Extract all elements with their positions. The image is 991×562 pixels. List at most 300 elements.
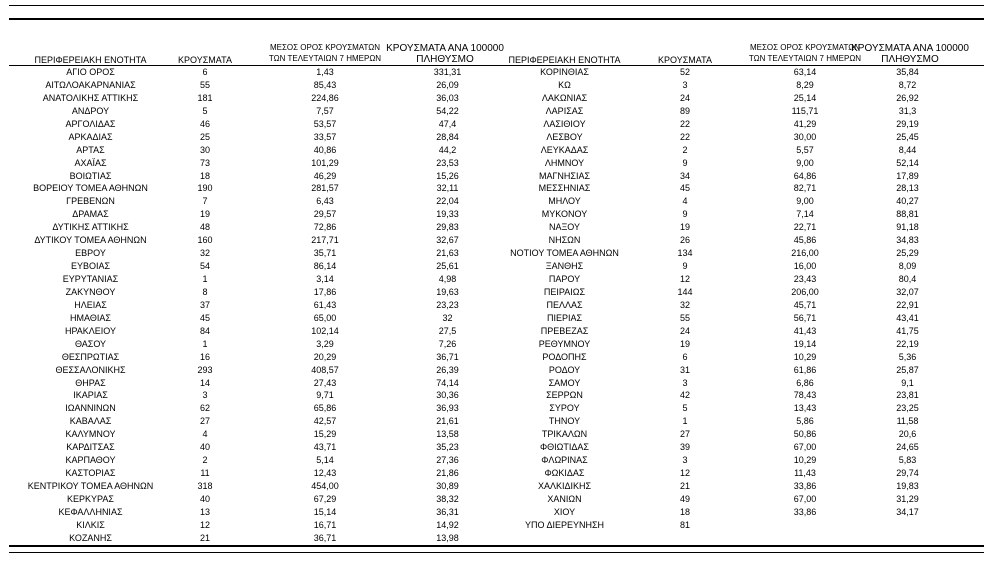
avg-7day-value: 1,43: [316, 67, 334, 77]
avg-7day-value: 65,86: [313, 403, 337, 414]
header-per100k-right-2: ΠΛΗΘΥΣΜΟ: [881, 54, 939, 65]
region-name: ΠΕΛΛΑΣ: [546, 299, 583, 310]
avg-7day-value: 11,43: [794, 468, 816, 479]
table-row: [490, 157, 985, 170]
avg-7day-value: 224,86: [311, 92, 339, 103]
table-row: [0, 208, 495, 221]
cases-value: 32: [679, 299, 690, 310]
table-row: [0, 157, 495, 170]
cases-value: 24: [679, 325, 690, 336]
region-name: ΚΙΛΚΙΣ: [76, 519, 105, 530]
table-row: [0, 338, 495, 351]
cases-value: 40: [199, 493, 210, 504]
region-name: ΚΑΡΔΙΤΣΑΣ: [66, 442, 115, 453]
per100k-value: 22,19: [896, 338, 919, 349]
avg-7day-value: 25,14: [793, 92, 817, 103]
per100k-value: 35,23: [436, 442, 459, 453]
per100k-value: 8,44: [898, 144, 917, 155]
avg-7day-value: 41,43: [793, 325, 817, 336]
cases-value: 6: [202, 67, 208, 77]
cases-value: 81: [679, 519, 690, 530]
region-name: ΑΡΤΑΣ: [76, 144, 105, 155]
cases-value: 9: [682, 209, 688, 220]
per100k-value: 29,83: [436, 222, 459, 233]
region-name: ΔΥΤΙΚΗΣ ΑΤΤΙΚΗΣ: [52, 222, 129, 233]
region-name: ΘΗΡΑΣ: [75, 377, 106, 388]
region-name: ΠΕΙΡΑΙΩΣ: [543, 286, 586, 297]
avg-7day-value: 86,14: [313, 261, 337, 272]
table-row: [490, 480, 985, 493]
cases-value: 45: [199, 312, 210, 323]
cases-value: 144: [677, 286, 693, 297]
per100k-value: 36,03: [436, 92, 459, 103]
table-row: [490, 519, 985, 532]
per100k-value: 32,11: [436, 183, 459, 194]
per100k-value: 8,09: [898, 261, 917, 272]
per100k-value: 22,91: [896, 299, 919, 310]
table-row: [490, 467, 985, 480]
table-row: [0, 454, 495, 467]
region-name: ΘΕΣΠΡΩΤΙΑΣ: [61, 351, 120, 362]
cases-value: 19: [199, 209, 210, 220]
per100k-value: 21,63: [436, 248, 459, 259]
per100k-value: 28,13: [896, 183, 919, 194]
table-row: [0, 118, 495, 131]
cases-value: 21: [679, 481, 690, 491]
region-name: ΜΗΛΟΥ: [548, 196, 581, 207]
table-row: [490, 260, 985, 273]
avg-7day-value: 20,29: [313, 351, 337, 362]
avg-7day-value: 19,14: [793, 338, 817, 349]
table-row: [490, 402, 985, 415]
cases-value: 1: [202, 274, 208, 284]
per100k-value: 4,98: [438, 274, 457, 284]
region-name: ΒΟΙΩΤΙΑΣ: [69, 170, 112, 181]
table-row: [490, 364, 985, 377]
table-row: [490, 105, 985, 118]
avg-7day-value: 67,29: [313, 493, 337, 504]
per100k-value: 34,83: [896, 235, 919, 246]
cases-value: 160: [197, 235, 213, 246]
per100k-value: 40,27: [896, 196, 919, 207]
avg-7day-value: 408,57: [311, 364, 339, 375]
per100k-value: 32: [442, 312, 453, 323]
table-row: [490, 351, 985, 364]
avg-7day-value: 10,29: [793, 455, 817, 466]
avg-7day-value: 85,43: [313, 79, 337, 90]
avg-7day-value: 50,86: [793, 429, 817, 440]
cases-value: 11: [200, 468, 210, 479]
avg-7day-value: 7,57: [316, 105, 334, 116]
table-row: [490, 208, 985, 221]
table-row: [490, 247, 985, 260]
per100k-value: 88,81: [896, 209, 919, 220]
region-name: ΕΒΡΟΥ: [75, 248, 106, 259]
per100k-value: 35,84: [896, 67, 919, 77]
avg-7day-value: 45,86: [793, 235, 817, 246]
avg-7day-value: 3,29: [316, 338, 334, 349]
avg-7day-value: 67,00: [793, 442, 817, 453]
region-name: ΑΙΤΩΛΟΑΚΑΡΝΑΝΙΑΣ: [45, 79, 136, 90]
avg-7day-value: 29,57: [313, 209, 337, 220]
region-name: ΚΑΡΠΑΘΟΥ: [65, 455, 116, 466]
table-row: [0, 286, 495, 299]
region-name: ΛΑΡΙΣΑΣ: [545, 105, 584, 116]
table-row: [490, 273, 985, 286]
cases-value: 14: [199, 377, 210, 388]
cases-value: 18: [199, 170, 210, 181]
per100k-value: 5,83: [898, 455, 917, 466]
per100k-value: 22,04: [436, 196, 459, 207]
per100k-value: 19,33: [436, 209, 459, 220]
avg-7day-value: 8,29: [796, 79, 814, 90]
avg-7day-value: 33,86: [793, 481, 817, 491]
table-row: [0, 273, 495, 286]
per100k-value: 91,18: [896, 222, 919, 233]
region-name: ΣΕΡΡΩΝ: [546, 390, 583, 401]
cases-value: 3: [202, 390, 208, 401]
avg-7day-value: 72,86: [313, 222, 337, 233]
region-name: ΣΥΡΟΥ: [549, 403, 580, 414]
table-row: [0, 170, 495, 183]
cases-value: 31: [679, 364, 690, 375]
per100k-value: 32,67: [436, 235, 459, 246]
region-name: ΝΟΤΙΟΥ ΤΟΜΕΑ ΑΘΗΝΩΝ: [510, 248, 619, 259]
table-row: [0, 415, 495, 428]
table-row: [0, 92, 495, 105]
region-name: ΒΟΡΕΙΟΥ ΤΟΜΕΑ ΑΘΗΝΩΝ: [33, 183, 148, 194]
per100k-value: 27,5: [438, 325, 457, 336]
per100k-value: 29,19: [896, 118, 919, 129]
table-row: [490, 389, 985, 402]
cases-value: 12: [199, 519, 210, 530]
cases-value: 22: [679, 118, 690, 129]
table-row: [490, 286, 985, 299]
per100k-value: 19,83: [896, 481, 919, 491]
per100k-value: 44,2: [438, 144, 457, 155]
avg-7day-value: 61,43: [313, 299, 337, 310]
per100k-value: 20,6: [898, 429, 917, 440]
region-name: ΡΟΔΟΠΗΣ: [542, 351, 587, 362]
cases-value: 25: [199, 131, 210, 142]
avg-7day-value: 12,43: [313, 468, 337, 479]
region-name: ΛΑΚΩΝΙΑΣ: [541, 92, 588, 103]
avg-7day-value: 35,71: [313, 248, 337, 259]
per100k-value: 14,92: [436, 519, 459, 530]
header-avg-left-1: ΜΕΣΟΣ ΟΡΟΣ ΚΡΟΥΣΜΑΤΩΝ: [269, 43, 381, 52]
cases-value: 19: [679, 222, 690, 233]
avg-7day-value: 206,00: [791, 286, 819, 297]
cases-value: 30: [199, 144, 210, 155]
per100k-value: 27,36: [436, 455, 459, 466]
per100k-value: 43,41: [896, 312, 919, 323]
avg-7day-value: 45,71: [793, 299, 817, 310]
region-name: ΦΩΚΙΔΑΣ: [544, 468, 585, 479]
cases-value: 5: [202, 105, 208, 116]
left-table: [0, 66, 495, 545]
cases-value: 73: [199, 157, 210, 168]
avg-7day-value: 63,14: [793, 67, 817, 77]
region-name: ΛΕΣΒΟΥ: [546, 131, 583, 142]
per100k-value: 47,4: [438, 118, 457, 129]
cases-value: 45: [679, 183, 690, 194]
avg-7day-value: 6,43: [316, 196, 334, 207]
table-row: [0, 66, 495, 79]
region-name: ΠΑΡΟΥ: [548, 274, 581, 284]
per100k-value: 34,17: [896, 506, 919, 517]
region-name: ΑΡΓΟΛΙΔΑΣ: [65, 118, 116, 129]
region-name: ΚΑΛΥΜΝΟΥ: [65, 429, 116, 440]
avg-7day-value: 7,14: [796, 209, 814, 220]
per100k-value: 21,86: [436, 468, 459, 479]
table-row: [0, 234, 495, 247]
region-name: ΜΕΣΣΗΝΙΑΣ: [538, 183, 591, 194]
cases-value: 48: [199, 222, 210, 233]
cases-value: 37: [199, 299, 210, 310]
top-rule: [9, 5, 984, 6]
avg-7day-value: 216,00: [791, 248, 819, 259]
region-name: ΠΡΕΒΕΖΑΣ: [540, 325, 589, 336]
avg-7day-value: 67,00: [793, 493, 817, 504]
cases-value: 49: [679, 493, 690, 504]
table-row: [490, 454, 985, 467]
cases-value: 27: [679, 429, 690, 440]
region-name: ΠΙΕΡΙΑΣ: [546, 312, 583, 323]
cases-value: 62: [199, 403, 210, 414]
cases-value: 293: [197, 364, 213, 375]
header-region-right: ΠΕΡΙΦΕΡΕΙΑΚΗ ΕΝΟΤΗΤΑ: [508, 55, 621, 65]
region-name: ΚΩ: [558, 79, 571, 90]
table-row: [0, 364, 495, 377]
per100k-value: 5,36: [898, 351, 917, 362]
avg-7day-value: 6,86: [796, 377, 814, 388]
per100k-value: 15,26: [436, 170, 459, 181]
region-name: ΑΝΑΤΟΛΙΚΗΣ ΑΤΤΙΚΗΣ: [42, 92, 139, 103]
region-name: ΝΑΞΟΥ: [548, 222, 581, 233]
table-row: [0, 144, 495, 157]
cases-value: 16: [199, 351, 210, 362]
region-name: ΙΩΑΝΝΙΝΩΝ: [65, 403, 116, 414]
header-per100k-left-2: ΠΛΗΘΥΣΜΟ: [416, 54, 474, 65]
table-row: [490, 221, 985, 234]
avg-7day-value: 53,57: [313, 118, 337, 129]
avg-7day-value: 42,57: [313, 416, 337, 427]
table-row: [490, 325, 985, 338]
cases-value: 190: [197, 183, 213, 194]
header-per100k-left-1: ΚΡΟΥΣΜΑΤΑ ΑΝΑ 100000: [386, 43, 504, 54]
region-name: ΔΥΤΙΚΟΥ ΤΟΜΕΑ ΑΘΗΝΩΝ: [34, 235, 147, 246]
per100k-value: 31,3: [898, 105, 917, 116]
avg-7day-value: 22,71: [793, 222, 817, 233]
avg-7day-value: 13,43: [793, 403, 817, 414]
per100k-value: 25,29: [896, 248, 919, 259]
per100k-value: 54,22: [436, 105, 459, 116]
cases-value: 40: [199, 442, 210, 453]
avg-7day-value: 56,71: [793, 312, 817, 323]
avg-7day-value: 9,00: [796, 196, 814, 207]
region-name: ΤΡΙΚΑΛΩΝ: [541, 429, 588, 440]
per100k-value: 21,61: [436, 416, 459, 427]
cases-value: 2: [202, 455, 208, 466]
table-row: [0, 377, 495, 390]
cases-value: 6: [682, 351, 688, 362]
header-avg-left-2: ΤΩΝ ΤΕΛΕΥΤΑΙΩΝ 7 ΗΜΕΡΩΝ: [268, 54, 382, 63]
per100k-value: 30,89: [436, 481, 459, 491]
table-row: [490, 415, 985, 428]
table-row: [0, 260, 495, 273]
per100k-value: 80,4: [898, 274, 917, 284]
table-row: [490, 441, 985, 454]
table-row: [0, 182, 495, 195]
table-row: [490, 92, 985, 105]
table-row: [0, 402, 495, 415]
per100k-value: 25,87: [896, 364, 919, 375]
per100k-value: 13,98: [436, 532, 459, 543]
region-name: ΑΡΚΑΔΙΑΣ: [68, 131, 113, 142]
per100k-value: 331,31: [433, 67, 462, 77]
per100k-value: 25,61: [436, 261, 459, 272]
per100k-value: 23,23: [436, 299, 459, 310]
region-name: ΚΕΡΚΥΡΑΣ: [67, 493, 114, 504]
per100k-value: 11,58: [896, 416, 919, 427]
per100k-value: 24,65: [896, 442, 919, 453]
region-name: ΡΕΘΥΜΝΟΥ: [538, 338, 591, 349]
avg-7day-value: 3,14: [316, 274, 334, 284]
per100k-value: 23,53: [436, 157, 459, 168]
avg-7day-value: 33,86: [793, 506, 817, 517]
table-row: [0, 105, 495, 118]
per100k-value: 26,39: [436, 364, 459, 375]
table-row: [490, 195, 985, 208]
cases-value: 318: [197, 481, 213, 491]
cases-value: 19: [679, 338, 690, 349]
table-row: [0, 519, 495, 532]
per100k-value: 36,71: [436, 351, 459, 362]
region-name: ΥΠΟ ΔΙΕΡΕΥΝΗΣΗ: [524, 519, 605, 530]
avg-7day-value: 43,71: [313, 442, 337, 453]
avg-7day-value: 40,86: [313, 144, 337, 155]
avg-7day-value: 46,29: [313, 170, 337, 181]
cases-value: 1: [202, 338, 208, 349]
table-row: [490, 170, 985, 183]
avg-7day-value: 27,43: [313, 377, 337, 388]
per100k-value: 8,72: [898, 79, 917, 90]
region-name: ΤΗΝΟΥ: [548, 416, 581, 427]
footer-rule: [9, 552, 984, 553]
per100k-value: 36,93: [436, 403, 459, 414]
per100k-value: 32,07: [896, 286, 919, 297]
region-name: ΑΧΑΪΑΣ: [74, 157, 107, 168]
avg-7day-value: 101,29: [311, 157, 339, 168]
per100k-value: 23,81: [896, 390, 919, 401]
cases-value: 2: [682, 144, 688, 155]
per100k-value: 25,45: [896, 131, 919, 142]
cases-value: 4: [682, 196, 688, 207]
avg-7day-value: 5,86: [796, 416, 814, 427]
table-row: [0, 467, 495, 480]
region-name: ΦΘΙΩΤΙΔΑΣ: [540, 442, 589, 453]
table-row: [490, 493, 985, 506]
header-top-rule: [9, 18, 984, 20]
table-row: [0, 247, 495, 260]
per100k-value: 19,63: [436, 286, 459, 297]
cases-value: 22: [679, 131, 690, 142]
table-row: [490, 338, 985, 351]
cases-value: 84: [199, 325, 210, 336]
avg-7day-value: 82,71: [793, 183, 817, 194]
cases-value: 55: [199, 79, 210, 90]
avg-7day-value: 61,86: [793, 364, 817, 375]
avg-7day-value: 36,71: [313, 532, 337, 543]
avg-7day-value: 15,29: [313, 429, 337, 440]
table-row: [490, 377, 985, 390]
region-name: ΗΜΑΘΙΑΣ: [70, 312, 111, 323]
table-row: [490, 118, 985, 131]
region-name: ΛΕΥΚΑΔΑΣ: [540, 144, 589, 155]
per100k-value: 52,14: [896, 157, 919, 168]
cases-value: 9: [682, 157, 688, 168]
cases-value: 13: [199, 506, 210, 517]
per100k-value: 36,31: [436, 506, 459, 517]
cases-value: 12: [679, 468, 690, 479]
table-row: [0, 195, 495, 208]
avg-7day-value: 217,71: [311, 235, 339, 246]
avg-7day-value: 115,71: [791, 105, 819, 116]
cases-value: 54: [199, 261, 210, 272]
table-row: [490, 131, 985, 144]
right-table: [490, 66, 985, 532]
table-row: [0, 428, 495, 441]
cases-value: 52: [679, 67, 690, 77]
avg-7day-value: 102,14: [311, 325, 339, 336]
region-name: ΣΑΜΟΥ: [548, 377, 581, 388]
region-name: ΛΗΜΝΟΥ: [544, 157, 585, 168]
table-row: [490, 312, 985, 325]
cases-value: 1: [682, 416, 688, 427]
table-row: [0, 506, 495, 519]
per100k-value: 29,74: [896, 468, 919, 479]
table-row: [0, 532, 495, 545]
header-cases-right: ΚΡΟΥΣΜΑΤΑ: [658, 55, 712, 65]
avg-7day-value: 10,29: [793, 351, 817, 362]
avg-7day-value: 65,00: [313, 312, 337, 323]
per100k-value: 26,09: [436, 79, 459, 90]
avg-7day-value: 41,29: [793, 118, 817, 129]
table-row: [490, 182, 985, 195]
cases-value: 32: [199, 248, 210, 259]
cases-value: 34: [679, 170, 690, 181]
table-row: [0, 221, 495, 234]
per100k-value: 30,36: [436, 390, 459, 401]
avg-7day-value: 9,71: [316, 390, 334, 401]
region-name: ΔΡΑΜΑΣ: [72, 209, 109, 220]
table-row: [490, 144, 985, 157]
table-row: [0, 312, 495, 325]
per100k-value: 74,14: [436, 377, 459, 388]
cases-value: 18: [679, 506, 690, 517]
cases-value: 8: [202, 286, 208, 297]
region-name: ΡΟΔΟΥ: [548, 364, 581, 375]
cases-value: 27: [199, 416, 210, 427]
avg-7day-value: 30,00: [793, 131, 817, 142]
region-name: ΘΑΣΟΥ: [74, 338, 107, 349]
region-name: ΜΑΓΝΗΣΙΑΣ: [538, 170, 591, 181]
avg-7day-value: 64,86: [793, 170, 817, 181]
region-name: ΗΛΕΙΑΣ: [74, 299, 107, 310]
avg-7day-value: 78,43: [793, 390, 817, 401]
region-name: ΕΥΡΥΤΑΝΙΑΣ: [62, 274, 119, 284]
per100k-value: 31,29: [896, 493, 919, 504]
